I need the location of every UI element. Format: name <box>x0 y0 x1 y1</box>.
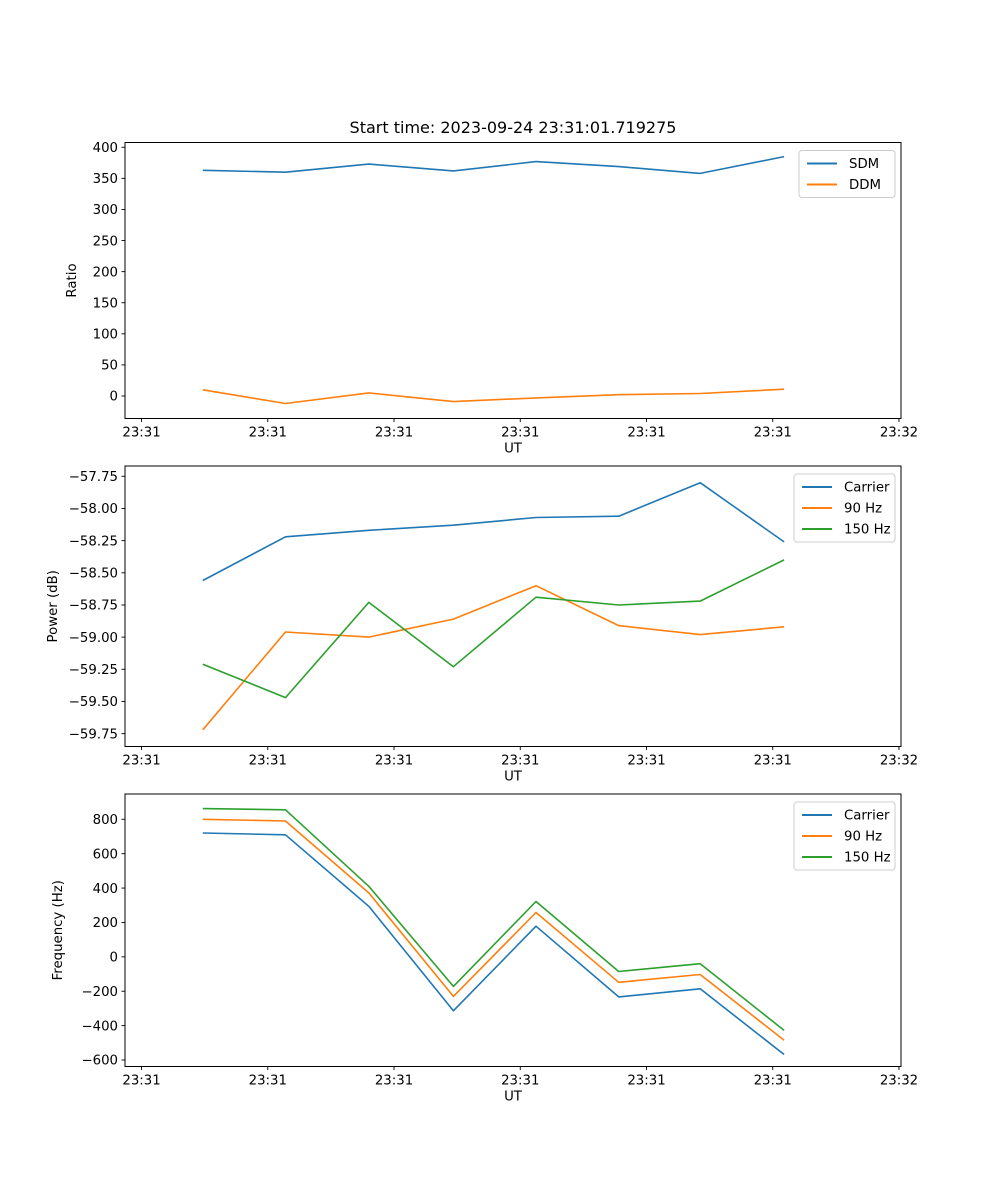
y-tick-label: −200 <box>81 984 118 1000</box>
x-tick-label: 23:31 <box>122 425 161 441</box>
y-tick-label: −57.75 <box>68 469 118 485</box>
y-axis-label: Power (dB) <box>46 570 61 643</box>
y-tick-label: 250 <box>92 234 118 250</box>
y-tick-label: −58.75 <box>68 598 118 614</box>
y-tick-label: −58.50 <box>68 566 118 582</box>
subplot-frequency <box>51 794 918 1105</box>
y-tick-label: −600 <box>81 1053 118 1069</box>
y-tick-label: −58.00 <box>68 502 118 518</box>
x-tick-label: 23:31 <box>501 753 540 769</box>
x-tick-label: 23:32 <box>879 1073 919 1089</box>
y-tick-label: 400 <box>92 881 118 897</box>
x-tick-label: 23:31 <box>374 753 414 769</box>
x-tick-label: 23:31 <box>501 425 540 441</box>
y-tick-label: 200 <box>92 265 118 281</box>
x-tick-label: 23:31 <box>753 753 792 769</box>
y-tick-label: 0 <box>109 950 118 966</box>
legend-label: DDM <box>849 178 881 194</box>
x-tick-label: 23:32 <box>879 753 919 769</box>
y-tick-label: 300 <box>92 203 118 219</box>
x-tick-label: 23:32 <box>879 425 919 441</box>
legend-label: SDM <box>849 157 880 173</box>
y-tick-label: 200 <box>92 916 118 932</box>
subplot-ratio <box>65 141 918 457</box>
axes-frame <box>125 143 901 419</box>
x-tick-label: 23:31 <box>627 1073 666 1089</box>
axes-frame <box>125 794 901 1067</box>
x-tick-label: 23:31 <box>627 425 666 441</box>
y-tick-label: −59.50 <box>68 695 118 711</box>
y-axis-label: Frequency (Hz) <box>51 880 66 981</box>
y-tick-label: −59.00 <box>68 630 118 646</box>
x-tick-label: 23:31 <box>122 753 161 769</box>
x-tick-label: 23:31 <box>374 425 414 441</box>
x-tick-label: 23:31 <box>248 1073 287 1089</box>
subplot-power <box>46 466 918 785</box>
figure-title: Start time: 2023-09-24 23:31:01.719275 <box>349 118 677 137</box>
axes-frame <box>125 466 901 747</box>
x-axis-label: UT <box>504 1089 522 1105</box>
y-tick-label: 100 <box>92 327 118 343</box>
y-tick-label: 50 <box>101 358 118 374</box>
x-axis-label: UT <box>504 441 522 457</box>
legend-label: 150 Hz <box>844 522 891 538</box>
x-tick-label: 23:31 <box>753 1073 792 1089</box>
legend-label: 90 Hz <box>844 829 883 845</box>
x-tick-label: 23:31 <box>374 1073 414 1089</box>
legend-label: 90 Hz <box>844 501 883 517</box>
y-tick-label: 600 <box>92 847 118 863</box>
y-tick-label: 150 <box>92 296 118 312</box>
y-tick-label: 350 <box>92 172 118 188</box>
y-tick-label: −59.25 <box>68 662 118 678</box>
y-tick-label: 0 <box>109 389 118 405</box>
y-tick-label: −58.25 <box>68 534 118 550</box>
y-tick-label: 400 <box>92 140 118 156</box>
x-tick-label: 23:31 <box>248 425 287 441</box>
y-tick-label: −59.75 <box>68 727 118 743</box>
y-axis-label: Ratio <box>65 263 80 298</box>
legend-label: Carrier <box>844 808 890 824</box>
x-tick-label: 23:31 <box>627 753 666 769</box>
x-tick-label: 23:31 <box>501 1073 540 1089</box>
x-axis-label: UT <box>504 769 522 785</box>
legend-label: Carrier <box>844 480 890 496</box>
y-tick-label: −400 <box>81 1019 118 1035</box>
x-tick-label: 23:31 <box>248 753 287 769</box>
x-tick-label: 23:31 <box>753 425 792 441</box>
y-tick-label: 800 <box>92 812 118 828</box>
x-tick-label: 23:31 <box>122 1073 161 1089</box>
legend-label: 150 Hz <box>844 850 891 866</box>
